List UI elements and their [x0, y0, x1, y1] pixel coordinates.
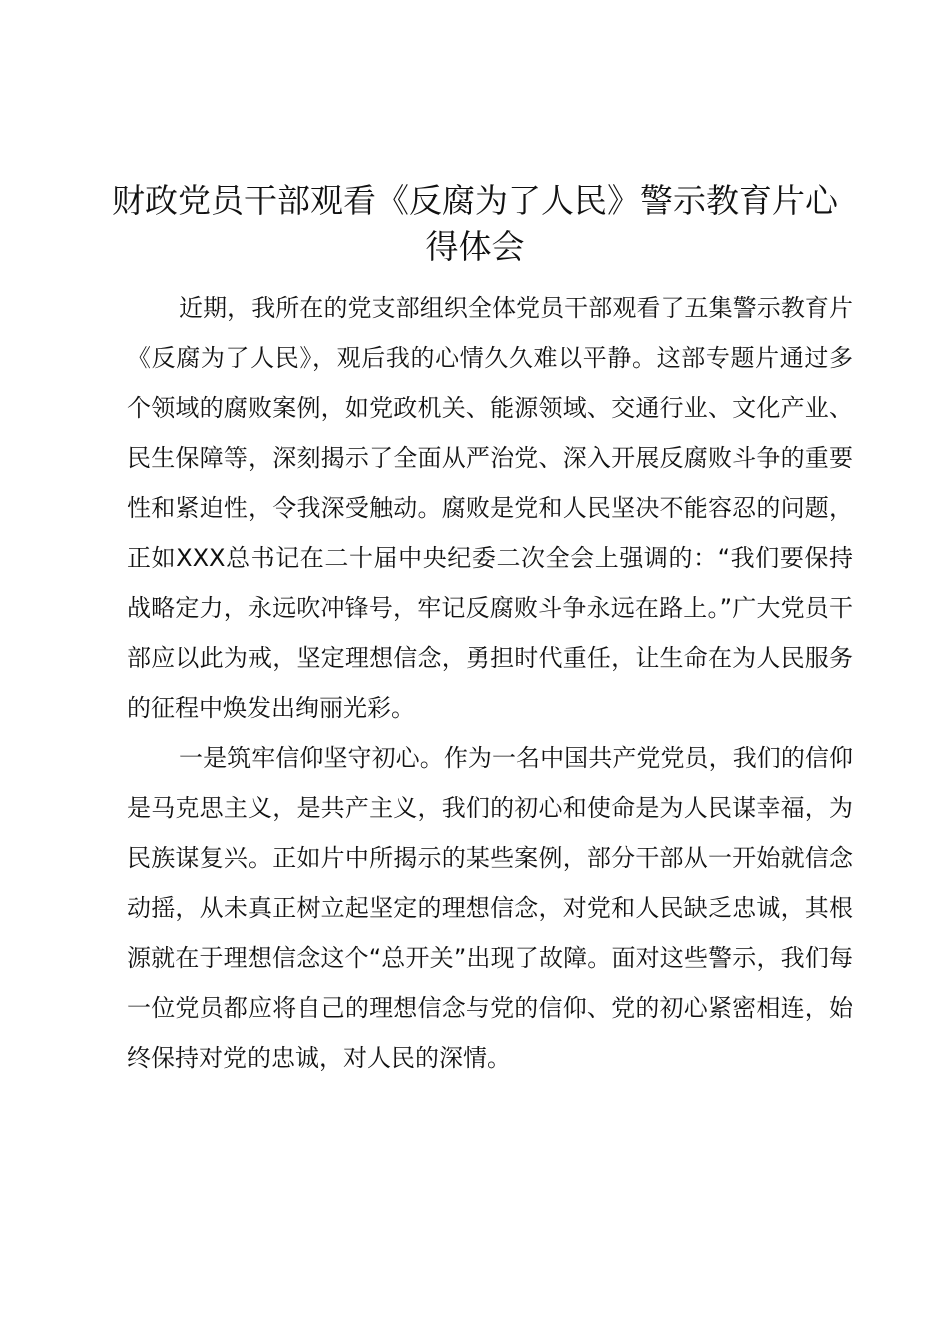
document-body	[127, 283, 853, 1083]
paragraph-point-one: 一是筑牢信仰坚守初心。作为一名中国共产党党员，我们的信仰是马克思主义，是共产主义，我们的初心和使命是为人民谋幸福，为民族谋复兴。正如片中所揭示的某些案例，部分干部从一开始就信念动摇，从未真正树立起坚定的理想信念，对党和人民缺乏忠诚，其根源就在于理想信念这个“总开关”出现了故障。面对这些警示，我们每一位党员都应将自己的理想信念与党的信仰、党的初心紧密相连，始终保持对党的忠诚，对人民的深情。	[127, 744, 853, 1072]
paragraph-intro: 近期，我所在的党支部组织全体党员干部观看了五集警示教育片《反腐为了人民》，观后我的心情久久难以平静。这部专题片通过多个领域的腐败案例，如党政机关、能源领域、交通行业、文化产业、民生保障等，深刻揭示了全面从严治党、深入开展反腐败斗争的重要性和紧迫性，令我深受触动。腐败是党和人民坚决不能容忍的问题，正如XXX总书记在二十届中央纪委二次全会上强调的：“我们要保持战略定力，永远吹冲锋号，牢记反腐败斗争永远在路上。”广大党员干部应以此为戒，坚定理想信念，勇担时代重任，让生命在为人民服务的征程中焕发出绚丽光彩。	[127, 294, 853, 722]
document-title: 财政党员干部观看《反腐为了人民》警示教育片心得体会	[112, 181, 838, 266]
